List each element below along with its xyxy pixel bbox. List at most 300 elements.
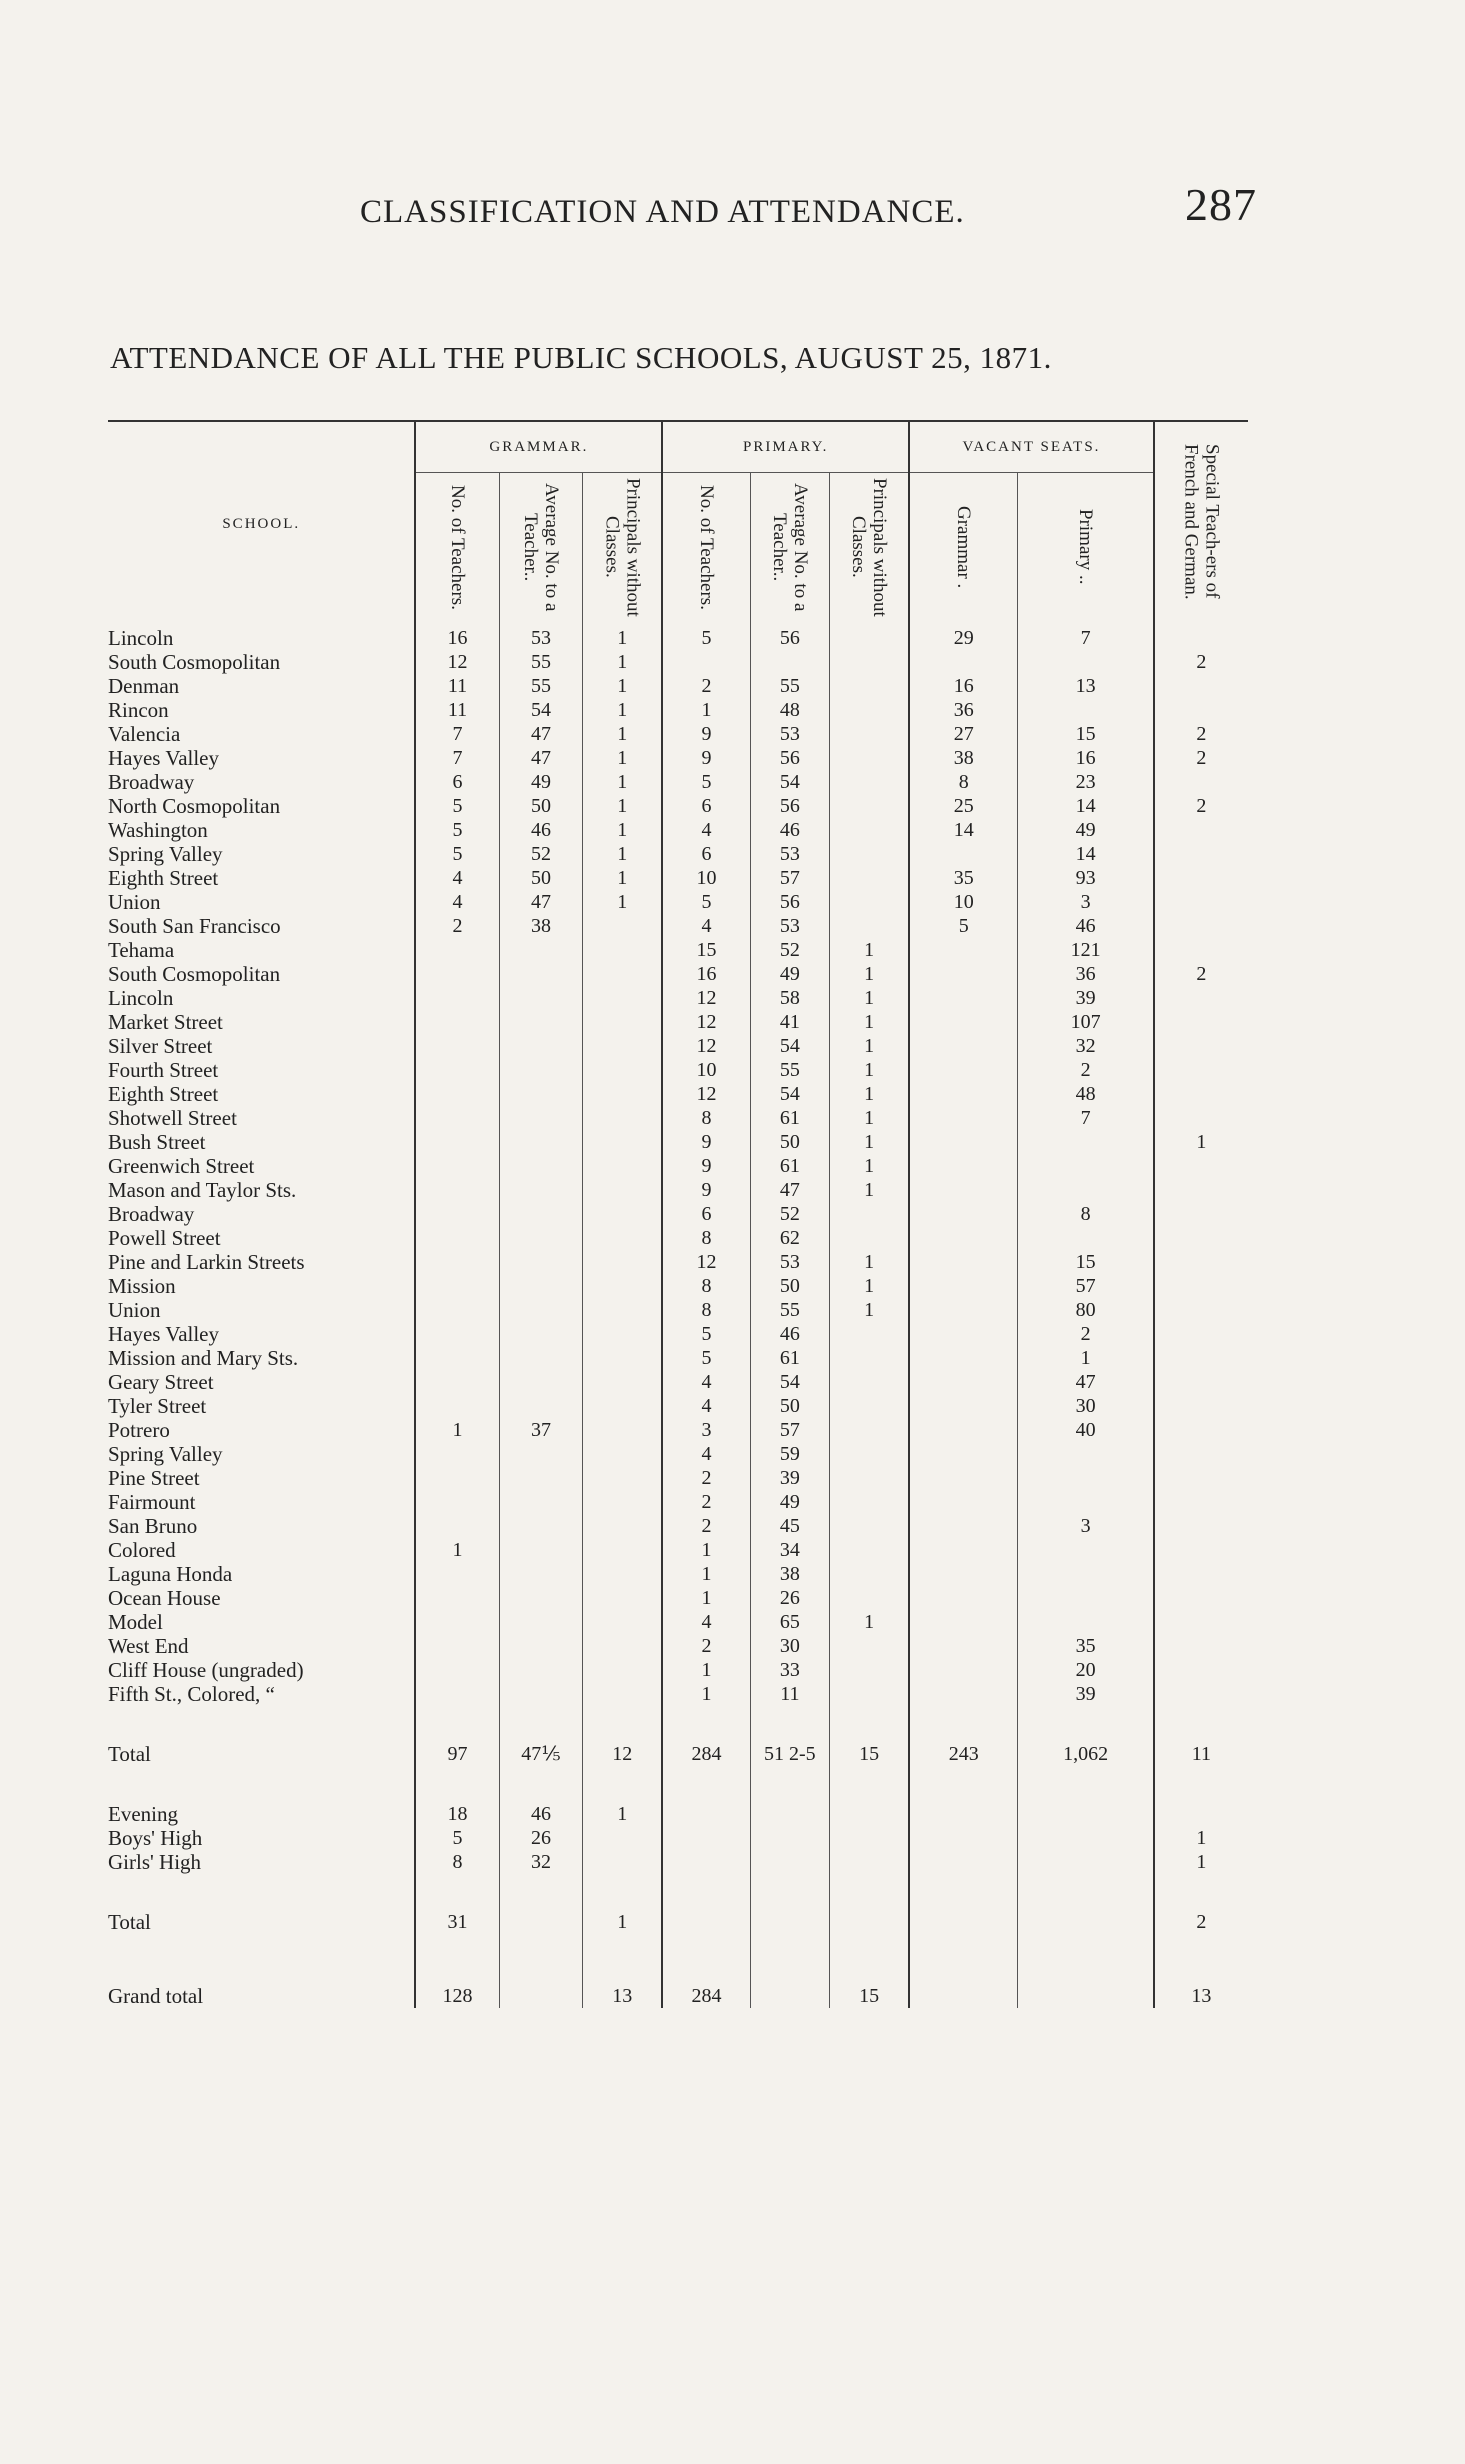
primary-principals-cell: [830, 1682, 909, 1706]
vacant-grammar-cell: [909, 1106, 1018, 1130]
grammar-principals-cell: [583, 1322, 662, 1346]
school-name-cell: Boys' High: [108, 1826, 203, 1850]
vacant-primary-cell: 8: [1018, 1202, 1154, 1226]
special-teachers-cell: [1154, 1154, 1248, 1178]
school-name-cell: Mission and Mary Sts.: [108, 1346, 299, 1370]
primary-average-cell: 53: [750, 722, 829, 746]
primary-teachers-cell: 10: [662, 866, 750, 890]
table-row: [108, 842, 1248, 866]
vacant-grammar-cell: [909, 1346, 1018, 1370]
primary-average-cell: 61: [750, 1346, 829, 1370]
vacant-grammar-cell: [909, 1274, 1018, 1298]
grammar-principals-cell: 1: [583, 674, 662, 698]
vacant-primary-cell: 30: [1018, 1394, 1154, 1418]
school-name-cell: Potrero: [108, 1418, 170, 1442]
grammar-teachers-cell: [415, 1226, 499, 1250]
primary-principals-cell: [830, 1802, 909, 1826]
primary-average-cell: 61: [750, 1106, 829, 1130]
school-name-cell: Eighth Street: [108, 866, 219, 890]
primary-average-cell: 50: [750, 1394, 829, 1418]
grammar-principals-cell: [583, 1346, 662, 1370]
primary-average-cell: 52: [750, 938, 829, 962]
vacant-grammar-cell: [909, 1490, 1018, 1514]
vacant-primary-cell: 15: [1018, 722, 1154, 746]
primary-teachers-cell: 15: [662, 938, 750, 962]
table-title: ATTENDANCE OF ALL THE PUBLIC SCHOOLS, AUGUST 25, 1871.: [110, 340, 1052, 375]
primary-principals-cell: 1: [830, 1178, 909, 1202]
grammar-average-cell: [499, 962, 583, 986]
primary-principals-cell: [830, 1826, 909, 1850]
vacant-primary-cell: 7: [1018, 1106, 1154, 1130]
primary-teachers-cell: 1: [662, 698, 750, 722]
grammar-principals-cell: [583, 1154, 662, 1178]
special-teachers-cell: [1154, 1562, 1248, 1586]
primary-average-cell: 50: [750, 1274, 829, 1298]
grammar-average-cell: [499, 1634, 583, 1658]
grammar-principals-cell: 1: [583, 626, 662, 650]
grammar-teachers-cell: 4: [415, 866, 499, 890]
grammar-average-cell: 37: [499, 1418, 583, 1442]
school-name-cell: South Cosmopolitan: [108, 962, 281, 986]
special-teachers-cell: [1154, 1394, 1248, 1418]
primary-principals-cell: [830, 1490, 909, 1514]
vacant-primary-cell: 80: [1018, 1298, 1154, 1322]
primary-teachers-cell: 8: [662, 1226, 750, 1250]
special-teachers-cell: [1154, 1466, 1248, 1490]
vacant-grammar-cell: 14: [909, 818, 1018, 842]
grammar-teachers-cell: [415, 1250, 499, 1274]
primary-average-cell: 54: [750, 1082, 829, 1106]
table-row: [108, 1538, 1248, 1562]
primary-teachers-cell: 1: [662, 1658, 750, 1682]
vacant-grammar-cell: 25: [909, 794, 1018, 818]
primary-principals-cell: 1: [830, 1034, 909, 1058]
primary-average-cell: [750, 1802, 829, 1826]
vacant-primary-cell: 15: [1018, 1250, 1154, 1274]
grammar-teachers-cell: [415, 1274, 499, 1298]
primary-teachers-cell: 4: [662, 1394, 750, 1418]
vacant-primary-cell: 107: [1018, 1010, 1154, 1034]
grammar-teachers-cell: 7: [415, 746, 499, 770]
grammar-teachers-cell: [415, 1106, 499, 1130]
grammar-average-header: Average No. to a Teacher..: [499, 473, 583, 627]
special-teachers-cell: 11: [1154, 1742, 1248, 1766]
primary-average-header: Average No. to a Teacher..: [750, 473, 829, 627]
page-number: 287: [1185, 179, 1257, 230]
grammar-average-cell: [499, 1226, 583, 1250]
primary-principals-cell: [830, 770, 909, 794]
grammar-principals-cell: [583, 1082, 662, 1106]
vacant-primary-cell: 1: [1018, 1346, 1154, 1370]
primary-principals-cell: 1: [830, 1154, 909, 1178]
school-name-cell: Greenwich Street: [108, 1154, 255, 1178]
grammar-teachers-cell: 31: [415, 1910, 499, 1934]
grammar-average-cell: [499, 1984, 583, 2008]
grammar-teachers-cell: 8: [415, 1850, 499, 1874]
grammar-teachers-header: No. of Teachers.: [415, 473, 499, 627]
school-name-cell: Bush Street: [108, 1130, 206, 1154]
primary-principals-cell: [830, 794, 909, 818]
table-row: [108, 1514, 1248, 1538]
grammar-principals-cell: [583, 914, 662, 938]
primary-principals-cell: [830, 818, 909, 842]
primary-principals-cell: 15: [830, 1984, 909, 2008]
grammar-teachers-cell: 18: [415, 1802, 499, 1826]
grammar-teachers-cell: [415, 1490, 499, 1514]
grammar-teachers-cell: [415, 1586, 499, 1610]
primary-average-cell: 53: [750, 914, 829, 938]
vacant-primary-cell: 3: [1018, 1514, 1154, 1538]
school-name-cell: Spring Valley: [108, 842, 223, 866]
vacant-primary-cell: 46: [1018, 914, 1154, 938]
grammar-teachers-cell: 7: [415, 722, 499, 746]
special-teachers-cell: [1154, 866, 1248, 890]
vacant-primary-cell: 2: [1018, 1058, 1154, 1082]
school-name-cell: Geary Street: [108, 1370, 214, 1394]
primary-average-cell: 51 2-5: [750, 1742, 829, 1766]
vacant-grammar-cell: [909, 1910, 1018, 1934]
primary-teachers-cell: 284: [662, 1742, 750, 1766]
vacant-primary-cell: 32: [1018, 1034, 1154, 1058]
school-name-cell: Evening: [108, 1802, 178, 1826]
primary-teachers-cell: 4: [662, 818, 750, 842]
primary-teachers-cell: [662, 1850, 750, 1874]
grammar-average-cell: [499, 1682, 583, 1706]
primary-principals-cell: [830, 1226, 909, 1250]
primary-average-cell: 56: [750, 746, 829, 770]
primary-teachers-cell: 12: [662, 1250, 750, 1274]
primary-principals-cell: 1: [830, 1058, 909, 1082]
grammar-average-cell: 47: [499, 890, 583, 914]
vacant-grammar-cell: [909, 986, 1018, 1010]
grammar-average-cell: [499, 938, 583, 962]
vacant-grammar-cell: [909, 1130, 1018, 1154]
primary-teachers-cell: 5: [662, 1346, 750, 1370]
table-row: [108, 1274, 1248, 1298]
table-row: [108, 698, 1248, 722]
primary-principals-header: Principals without Classes.: [830, 473, 909, 627]
primary-teachers-cell: 9: [662, 1154, 750, 1178]
grammar-teachers-cell: [415, 1130, 499, 1154]
primary-average-cell: 59: [750, 1442, 829, 1466]
school-name-cell: Pine and Larkin Streets: [108, 1250, 305, 1274]
primary-teachers-cell: 2: [662, 1514, 750, 1538]
primary-principals-cell: 1: [830, 986, 909, 1010]
grammar-teachers-cell: 12: [415, 650, 499, 674]
grammar-principals-cell: [583, 938, 662, 962]
grammar-principals-cell: [583, 1370, 662, 1394]
school-name-cell: Tyler Street: [108, 1394, 207, 1418]
primary-teachers-cell: [662, 1910, 750, 1934]
vacant-grammar-cell: [909, 1034, 1018, 1058]
primary-teachers-cell: 6: [662, 1202, 750, 1226]
spacer-row: [108, 1766, 1248, 1802]
vacant-grammar-cell: 38: [909, 746, 1018, 770]
primary-teachers-cell: 9: [662, 722, 750, 746]
grammar-principals-cell: 1: [583, 770, 662, 794]
grammar-teachers-cell: [415, 1010, 499, 1034]
table-row: [108, 1466, 1248, 1490]
primary-average-cell: 34: [750, 1538, 829, 1562]
primary-average-cell: 65: [750, 1610, 829, 1634]
grammar-teachers-cell: [415, 1202, 499, 1226]
school-name-cell: Ocean House: [108, 1586, 221, 1610]
grammar-principals-cell: [583, 1562, 662, 1586]
grammar-average-cell: 52: [499, 842, 583, 866]
vacant-primary-cell: [1018, 1130, 1154, 1154]
special-teachers-cell: 2: [1154, 746, 1248, 770]
grammar-average-cell: 26: [499, 1826, 583, 1850]
grammar-principals-cell: 12: [583, 1742, 662, 1766]
table-row: [108, 1226, 1248, 1250]
total-row: [108, 1742, 1248, 1766]
table-row: [108, 890, 1248, 914]
vacant-primary-cell: [1018, 1154, 1154, 1178]
school-name-cell: Market Street: [108, 1010, 223, 1034]
primary-average-cell: [750, 1984, 829, 2008]
vacant-grammar-cell: 5: [909, 914, 1018, 938]
grammar-teachers-cell: [415, 1442, 499, 1466]
primary-principals-cell: [830, 1586, 909, 1610]
primary-average-cell: 55: [750, 1058, 829, 1082]
table-row: [108, 914, 1248, 938]
table-row: [108, 794, 1248, 818]
grammar-teachers-cell: [415, 1682, 499, 1706]
primary-principals-cell: [830, 866, 909, 890]
primary-teachers-cell: 284: [662, 1984, 750, 2008]
grammar-teachers-cell: 1: [415, 1418, 499, 1442]
school-name-cell: Union: [108, 890, 161, 914]
table-row: [108, 650, 1248, 674]
school-name-cell: San Bruno: [108, 1514, 198, 1538]
table-row: [108, 1442, 1248, 1466]
primary-principals-cell: [830, 1514, 909, 1538]
vacant-primary-cell: [1018, 1442, 1154, 1466]
primary-average-cell: 46: [750, 1322, 829, 1346]
primary-teachers-header: No. of Teachers.: [662, 473, 750, 627]
school-name-cell: Total: [108, 1742, 151, 1766]
primary-teachers-cell: 9: [662, 1178, 750, 1202]
primary-teachers-cell: 9: [662, 746, 750, 770]
vacant-grammar-cell: [909, 1682, 1018, 1706]
school-name-cell: Spring Valley: [108, 1442, 223, 1466]
vacant-primary-cell: [1018, 1984, 1154, 2008]
primary-teachers-cell: 9: [662, 1130, 750, 1154]
special-teachers-cell: [1154, 1178, 1248, 1202]
primary-average-cell: 54: [750, 770, 829, 794]
table-row: [108, 1610, 1248, 1634]
primary-average-cell: 62: [750, 1226, 829, 1250]
vacant-primary-cell: [1018, 1826, 1154, 1850]
primary-average-cell: [750, 1910, 829, 1934]
grammar-teachers-cell: [415, 1658, 499, 1682]
vacant-primary-cell: [1018, 1562, 1154, 1586]
grammar-average-cell: 38: [499, 914, 583, 938]
table-row: [108, 674, 1248, 698]
special-teachers-cell: [1154, 1514, 1248, 1538]
school-name-cell: South Cosmopolitan: [108, 650, 281, 674]
special-teachers-cell: [1154, 1682, 1248, 1706]
school-name-cell: West End: [108, 1634, 189, 1658]
grammar-average-cell: [499, 1586, 583, 1610]
grammar-teachers-cell: [415, 1034, 499, 1058]
school-name-cell: North Cosmopolitan: [108, 794, 281, 818]
grammar-teachers-cell: [415, 962, 499, 986]
school-name-cell: Fifth St., Colored, “: [108, 1682, 275, 1706]
school-name-cell: Colored: [108, 1538, 176, 1562]
vacant-primary-cell: [1018, 1538, 1154, 1562]
primary-average-cell: [750, 1850, 829, 1874]
primary-teachers-cell: 1: [662, 1538, 750, 1562]
primary-average-cell: [750, 1826, 829, 1850]
primary-average-cell: 53: [750, 842, 829, 866]
primary-teachers-cell: 5: [662, 626, 750, 650]
primary-principals-cell: [830, 1346, 909, 1370]
grammar-teachers-cell: [415, 1154, 499, 1178]
vacant-grammar-cell: [909, 1202, 1018, 1226]
grammar-teachers-cell: 2: [415, 914, 499, 938]
special-teachers-cell: [1154, 770, 1248, 794]
primary-teachers-cell: 10: [662, 1058, 750, 1082]
vacant-grammar-cell: 35: [909, 866, 1018, 890]
vacant-primary-cell: [1018, 1490, 1154, 1514]
primary-teachers-cell: 5: [662, 1322, 750, 1346]
vacant-grammar-cell: 29: [909, 626, 1018, 650]
primary-teachers-cell: 1: [662, 1586, 750, 1610]
special-teachers-cell: [1154, 1010, 1248, 1034]
primary-average-cell: 30: [750, 1634, 829, 1658]
table-row: [108, 1106, 1248, 1130]
table-row: [108, 1658, 1248, 1682]
grammar-teachers-cell: [415, 1322, 499, 1346]
grammar-average-cell: [499, 1562, 583, 1586]
primary-average-cell: 57: [750, 1418, 829, 1442]
grammar-average-cell: 50: [499, 866, 583, 890]
primary-principals-cell: [830, 1370, 909, 1394]
table-row: [108, 1298, 1248, 1322]
school-name-cell: Shotwell Street: [108, 1106, 237, 1130]
primary-teachers-cell: 4: [662, 1610, 750, 1634]
grammar-principals-cell: [583, 1682, 662, 1706]
grammar-principals-cell: [583, 1034, 662, 1058]
vacant-grammar-cell: 243: [909, 1742, 1018, 1766]
vacant-grammar-cell: [909, 1322, 1018, 1346]
vacant-grammar-cell: [909, 1562, 1018, 1586]
primary-average-cell: 33: [750, 1658, 829, 1682]
grammar-principals-cell: [583, 1202, 662, 1226]
school-name-cell: Laguna Honda: [108, 1562, 233, 1586]
grammar-teachers-cell: 1: [415, 1538, 499, 1562]
table-row: [108, 1394, 1248, 1418]
grammar-principals-cell: [583, 1658, 662, 1682]
vacant-primary-cell: 2: [1018, 1322, 1154, 1346]
vacant-grammar-cell: [909, 650, 1018, 674]
vacant-grammar-cell: [909, 842, 1018, 866]
grammar-average-cell: [499, 1370, 583, 1394]
grammar-principals-cell: 1: [583, 1802, 662, 1826]
grammar-teachers-cell: [415, 1610, 499, 1634]
special-teachers-cell: 1: [1154, 1850, 1248, 1874]
grammar-principals-cell: 1: [583, 794, 662, 818]
school-name-cell: Union: [108, 1298, 161, 1322]
grammar-principals-cell: [583, 1250, 662, 1274]
table-row: [108, 1034, 1248, 1058]
vacant-primary-cell: 20: [1018, 1658, 1154, 1682]
grammar-principals-cell: 1: [583, 890, 662, 914]
primary-principals-cell: [830, 1322, 909, 1346]
vacant-primary-cell: 93: [1018, 866, 1154, 890]
primary-average-cell: 55: [750, 674, 829, 698]
grammar-principals-cell: [583, 1850, 662, 1874]
school-name-cell: Eighth Street: [108, 1082, 219, 1106]
special-teachers-cell: 1: [1154, 1826, 1248, 1850]
special-teachers-cell: [1154, 986, 1248, 1010]
grammar-principals-cell: [583, 1442, 662, 1466]
primary-teachers-cell: [662, 1802, 750, 1826]
vacant-primary-cell: [1018, 1910, 1154, 1934]
primary-principals-cell: [830, 626, 909, 650]
school-name-cell: Hayes Valley: [108, 1322, 219, 1346]
vacant-primary-cell: 39: [1018, 1682, 1154, 1706]
grammar-teachers-cell: [415, 1514, 499, 1538]
special-teachers-cell: 2: [1154, 722, 1248, 746]
attendance-table-container: [108, 420, 1248, 2008]
table-row: [108, 1010, 1248, 1034]
special-teachers-cell: 13: [1154, 1984, 1248, 2008]
vacant-grammar-cell: 27: [909, 722, 1018, 746]
vacant-grammar-cell: 8: [909, 770, 1018, 794]
grammar-teachers-cell: [415, 1394, 499, 1418]
primary-principals-cell: [830, 1394, 909, 1418]
vacant-primary-cell: [1018, 1850, 1154, 1874]
grammar-average-cell: [499, 1250, 583, 1274]
school-name-cell: Broadway: [108, 1202, 195, 1226]
primary-teachers-cell: [662, 650, 750, 674]
special-teachers-cell: [1154, 1538, 1248, 1562]
vacant-grammar-cell: [909, 1226, 1018, 1250]
school-name-cell: Tehama: [108, 938, 175, 962]
grammar-teachers-cell: [415, 1466, 499, 1490]
table-row: [108, 1490, 1248, 1514]
special-teachers-cell: [1154, 1490, 1248, 1514]
school-name-cell: Pine Street: [108, 1466, 200, 1490]
grammar-principals-cell: 1: [583, 842, 662, 866]
special-teachers-header: Special Teach-ers of French and German.: [1154, 421, 1248, 626]
vacant-grammar-cell: [909, 1658, 1018, 1682]
primary-average-cell: 38: [750, 1562, 829, 1586]
vacant-primary-cell: 14: [1018, 842, 1154, 866]
special-teachers-cell: 2: [1154, 794, 1248, 818]
vacant-primary-cell: 3: [1018, 890, 1154, 914]
primary-average-cell: 56: [750, 626, 829, 650]
grammar-average-cell: [499, 1298, 583, 1322]
primary-principals-cell: 1: [830, 1010, 909, 1034]
special-teachers-cell: [1154, 1250, 1248, 1274]
vacant-primary-cell: [1018, 1466, 1154, 1490]
vacant-grammar-cell: [909, 1082, 1018, 1106]
grammar-teachers-cell: 5: [415, 842, 499, 866]
special-teachers-cell: [1154, 1346, 1248, 1370]
primary-principals-cell: [830, 722, 909, 746]
grammar-average-cell: 47: [499, 722, 583, 746]
primary-principals-cell: 1: [830, 1298, 909, 1322]
grammar-principals-cell: [583, 1490, 662, 1514]
primary-average-cell: 56: [750, 890, 829, 914]
primary-average-cell: 58: [750, 986, 829, 1010]
school-name-cell: Fourth Street: [108, 1058, 219, 1082]
grammar-teachers-cell: 97: [415, 1742, 499, 1766]
primary-teachers-cell: 12: [662, 1010, 750, 1034]
